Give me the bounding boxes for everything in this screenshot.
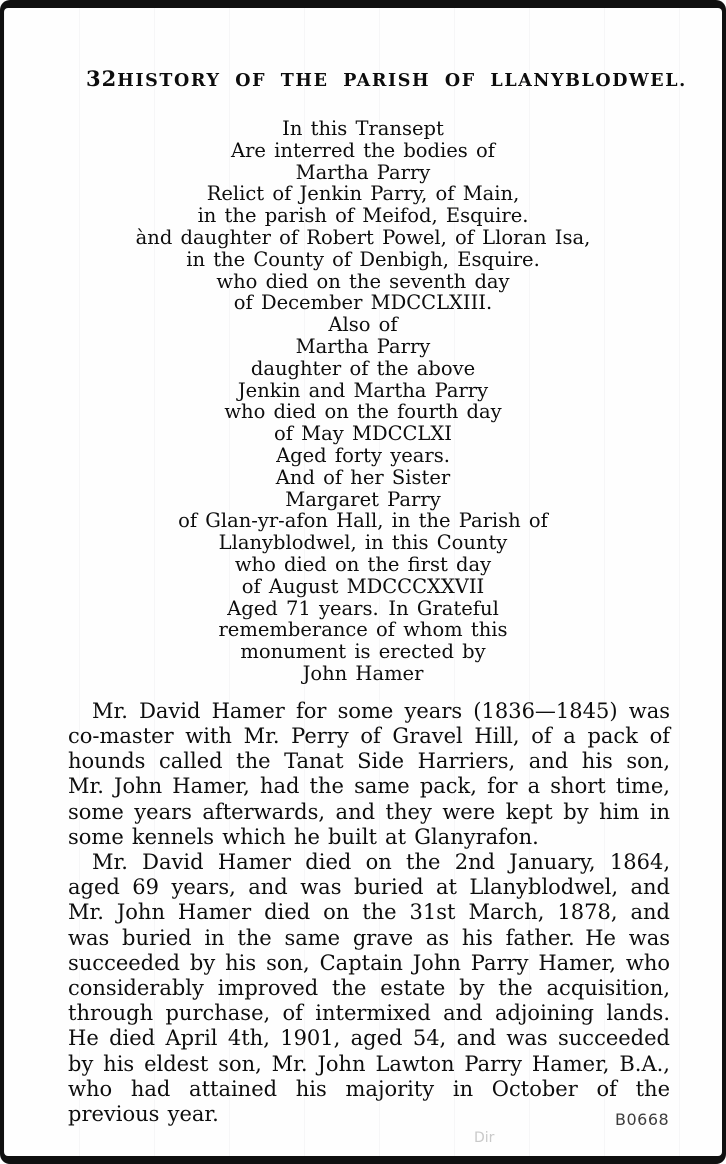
inscription-line: in the parish of Meifod, Esquire. <box>197 204 529 228</box>
inscription-line: In this Transept <box>282 117 444 140</box>
inscription-line: of August MDCCCXXVII <box>241 574 485 598</box>
inscription-line: Jenkin and Martha Parry <box>237 378 489 402</box>
inscription-line: Martha Parry <box>295 334 431 358</box>
inscription-line: Aged forty years. <box>276 443 450 467</box>
book-page <box>4 8 722 1156</box>
inscription-line: who died on the seventh day <box>216 269 510 293</box>
inscription-line: ànd daughter of Robert Powel, of Lloran Isa, <box>135 225 591 249</box>
inscription-line: in the County of Denbigh, Esquire. <box>186 247 540 271</box>
scan-reference-code: B0668 <box>615 1110 670 1129</box>
inscription-line: of Glan-yr-afon Hall, in the Parish of <box>178 509 548 533</box>
inscription-line: Martha Parry <box>295 160 431 184</box>
inscription-line: monument is erected by <box>240 640 486 664</box>
inscription-line: Relict of Jenkin Parry, of Main, <box>206 182 520 206</box>
faint-watermark-text: Dir <box>474 1130 495 1146</box>
inscription-line: Margaret Parry <box>285 487 441 511</box>
inscription-line: Llanyblodwel, in this County <box>218 531 508 555</box>
inscription-line: Also of <box>328 313 398 337</box>
inscription-line: who died on the fourth day <box>224 400 502 424</box>
memorial-inscription <box>4 118 722 685</box>
body-text <box>68 699 670 1127</box>
inscription-line: who died on the first day <box>234 552 492 576</box>
running-title: HISTORY OF THE PARISH OF LLANYBLODWEL. <box>117 71 687 91</box>
inscription-line: rememberance of whom this <box>218 618 508 642</box>
inscription-line: Aged 71 years. In Grateful <box>227 596 499 620</box>
page-header <box>4 8 722 91</box>
inscription-line: of May MDCCLXI <box>274 422 452 446</box>
inscription-line: Are interred the bodies of <box>231 138 495 162</box>
inscription-line: John Hamer <box>302 661 424 685</box>
paragraph-hamer-deaths: Mr. David Hamer died on the 2nd January, 1864, aged 69 years, and was buried at Llanyblodwel, and Mr. John Hamer died on the 31st March, 1878, and was buried in the same grave as his father. He was succeeded by his son, Captain John Parry Hamer, who considerably improved the estate by the acquisition, through purchase, of intermixed and adjoining lands. He died April 4th, 1901, aged 54, and was succeeded by his eldest son, Mr. John Lawton Parry Hamer, B.A., who had attained his majority in October of the previous year. <box>68 849 670 1126</box>
page-number: 32 <box>86 66 118 91</box>
inscription-line: of December MDCCLXIII. <box>233 291 493 315</box>
paragraph-david-hamer-hounds: Mr. David Hamer for some years (1836—1845) was co-master with Mr. Perry of Gravel Hill, of a pack of hounds called the Tanat Side Harriers, and his son, Mr. John Hamer, had the same pack, for a short time, some years afterwards, and they were kept by him in some kennels which he built at Glanyrafon. <box>68 698 670 849</box>
inscription-line: And of her Sister <box>275 465 451 489</box>
inscription-line: daughter of the above <box>250 356 476 380</box>
